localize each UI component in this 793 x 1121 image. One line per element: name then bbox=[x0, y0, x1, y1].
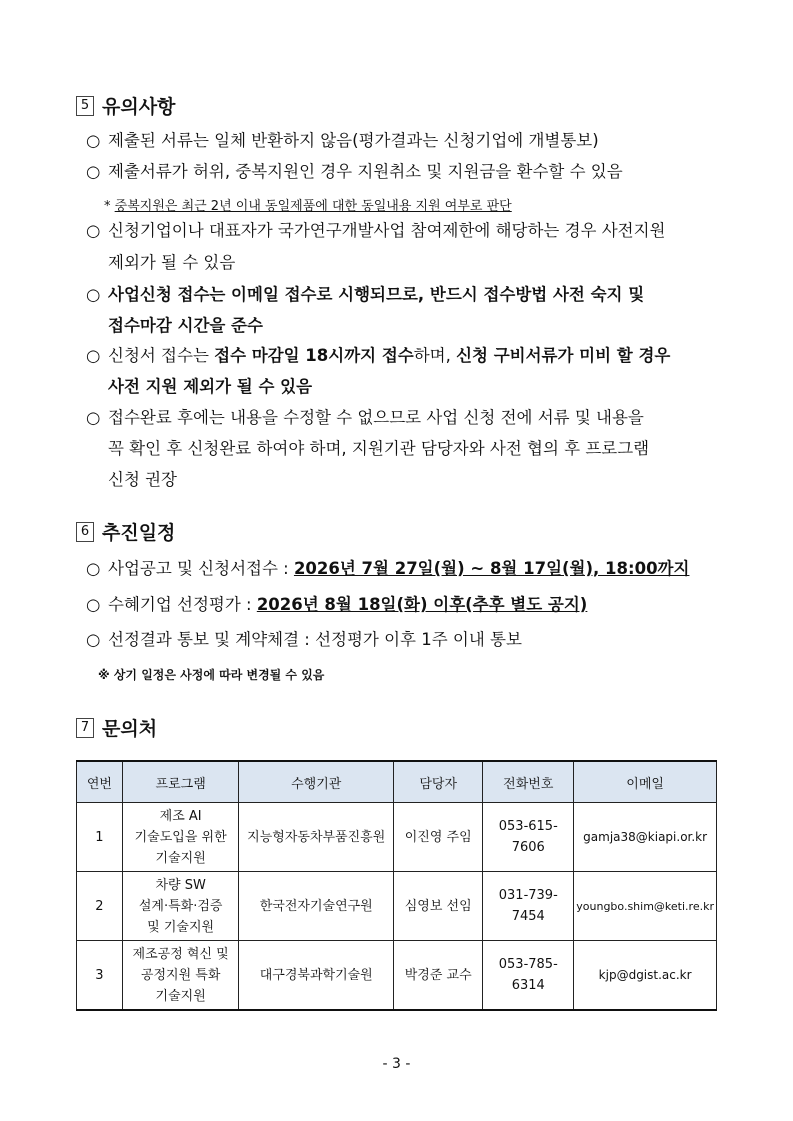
item-text-bold: 신청 구비서류가 미비 할 경우 bbox=[456, 346, 671, 365]
item-text-continued: 꼭 확인 후 신청완료 하여야 하며, 지원기관 담당자와 사전 협의 후 프로그램 bbox=[108, 439, 650, 458]
bullet-marker: ○ bbox=[86, 595, 101, 614]
section-number-box: 7 bbox=[76, 718, 94, 738]
list-item bbox=[86, 403, 644, 433]
section-title: 추진일정 bbox=[102, 522, 176, 544]
program-cell bbox=[122, 803, 239, 872]
item-text: 신청서 접수는 bbox=[108, 346, 215, 365]
contact-person-cell: 이진영 주임 bbox=[394, 803, 483, 872]
program-cell bbox=[122, 872, 239, 941]
contact-table bbox=[76, 760, 717, 1011]
bullet-marker: ○ bbox=[86, 162, 101, 181]
section-heading-notes bbox=[76, 92, 175, 119]
schedule-item bbox=[86, 625, 522, 655]
program-line: 공정지원 특화 bbox=[140, 967, 221, 983]
item-text: 제출서류가 허위, 중복지원인 경우 지원취소 및 지원금을 환수할 수 있음 bbox=[108, 162, 623, 181]
column-header: 수행기관 bbox=[239, 761, 394, 803]
program-cell bbox=[122, 941, 239, 1011]
program-line: 기술지원 bbox=[155, 850, 206, 866]
section-number-box: 6 bbox=[76, 522, 94, 542]
column-header: 프로그램 bbox=[122, 761, 239, 803]
schedule-item bbox=[86, 554, 689, 584]
contact-person-cell: 심영보 선임 bbox=[394, 872, 483, 941]
bullet-marker: ○ bbox=[86, 285, 101, 304]
schedule-text: 선정결과 통보 및 계약체결 : 선정평가 이후 1주 이내 통보 bbox=[108, 630, 522, 649]
table-row bbox=[77, 872, 717, 941]
footnote-text: 중복지원은 최근 2년 이내 동일제품에 대한 동일내용 지원 여부로 판단 bbox=[114, 199, 512, 214]
table-header-row bbox=[77, 761, 717, 803]
section-number-box: 5 bbox=[76, 96, 94, 116]
list-item bbox=[86, 157, 623, 187]
row-number: 1 bbox=[77, 803, 123, 872]
column-header: 전화번호 bbox=[483, 761, 574, 803]
schedule-date: 2026년 7월 27일(월) ~ 8월 17일(월), 18:00까지 bbox=[293, 559, 690, 578]
email-cell: gamja38@kiapi.or.kr bbox=[574, 803, 717, 872]
email-cell: kjp@dgist.ac.kr bbox=[574, 941, 717, 1011]
bullet-marker: ○ bbox=[86, 559, 101, 578]
table-row bbox=[77, 941, 717, 1011]
program-line: 기술지원 bbox=[155, 988, 206, 1004]
column-header: 이메일 bbox=[574, 761, 717, 803]
program-line: 기술도입을 위한 bbox=[134, 829, 227, 845]
section-heading-schedule bbox=[76, 518, 175, 545]
schedule-label: 사업공고 및 신청서접수 : bbox=[108, 559, 294, 578]
organization-cell: 지능형자동차부품진흥원 bbox=[239, 803, 394, 872]
schedule-label: 수혜기업 선정평가 : bbox=[108, 595, 257, 614]
list-item bbox=[86, 126, 599, 156]
item-text-bold: 접수 마감일 18시까지 접수 bbox=[214, 346, 414, 365]
bullet-marker: ○ bbox=[86, 408, 101, 427]
section-title: 문의처 bbox=[102, 718, 158, 740]
program-line: 설계·특화·검증 bbox=[138, 898, 223, 914]
bullet-marker: ○ bbox=[86, 630, 101, 649]
bullet-marker: ○ bbox=[86, 346, 101, 365]
phone-cell: 031-739-7454 bbox=[483, 872, 574, 941]
item-text: 하며, bbox=[413, 346, 457, 365]
column-header: 담당자 bbox=[394, 761, 483, 803]
row-number: 2 bbox=[77, 872, 123, 941]
phone-cell: 053-785-6314 bbox=[483, 941, 574, 1011]
column-header: 연번 bbox=[77, 761, 123, 803]
item-text-continued: 접수마감 시간을 준수 bbox=[108, 316, 263, 335]
item-text-continued: 제외가 될 수 있음 bbox=[108, 253, 236, 272]
program-line: 차량 SW bbox=[155, 877, 206, 893]
section-heading-contact bbox=[76, 714, 157, 741]
program-line: 제조 AI bbox=[159, 808, 202, 824]
list-item bbox=[86, 216, 665, 246]
item-text-continued: 사전 지원 제외가 될 수 있음 bbox=[108, 377, 313, 396]
item-text-continued: 신청 권장 bbox=[108, 470, 178, 489]
row-number: 3 bbox=[77, 941, 123, 1011]
footnote-marker: * bbox=[104, 199, 111, 214]
organization-cell: 한국전자기술연구원 bbox=[239, 872, 394, 941]
item-text: 사업신청 접수는 이메일 접수로 시행되므로, 반드시 접수방법 사전 숙지 및 bbox=[108, 285, 645, 304]
email-cell: youngbo.shim@keti.re.kr bbox=[574, 872, 717, 941]
schedule-item bbox=[86, 590, 587, 620]
section-title: 유의사항 bbox=[102, 96, 176, 118]
item-text: 접수완료 후에는 내용을 수정할 수 없으므로 사업 신청 전에 서류 및 내용을 bbox=[108, 408, 644, 427]
item-text: 제출된 서류는 일체 반환하지 않음(평가결과는 신청기업에 개별통보) bbox=[108, 131, 599, 150]
schedule-note: ※ 상기 일정은 사정에 따라 변경될 수 있음 bbox=[98, 668, 325, 682]
item-text: 신청기업이나 대표자가 국가연구개발사업 참여제한에 해당하는 경우 사전지원 bbox=[108, 221, 666, 240]
phone-cell: 053-615-7606 bbox=[483, 803, 574, 872]
bullet-marker: ○ bbox=[86, 221, 101, 240]
program-line: 제조공정 혁신 및 bbox=[132, 946, 229, 962]
list-item bbox=[86, 341, 670, 371]
organization-cell: 대구경북과학기술원 bbox=[239, 941, 394, 1011]
bullet-marker: ○ bbox=[86, 131, 101, 150]
program-line: 및 기술지원 bbox=[147, 919, 215, 935]
table-row bbox=[77, 803, 717, 872]
footnote bbox=[104, 195, 512, 214]
list-item bbox=[86, 280, 644, 310]
contact-person-cell: 박경준 교수 bbox=[394, 941, 483, 1011]
page-number: - 3 - bbox=[382, 1056, 411, 1072]
schedule-date: 2026년 8월 18일(화) 이후(추후 별도 공지) bbox=[256, 595, 588, 614]
